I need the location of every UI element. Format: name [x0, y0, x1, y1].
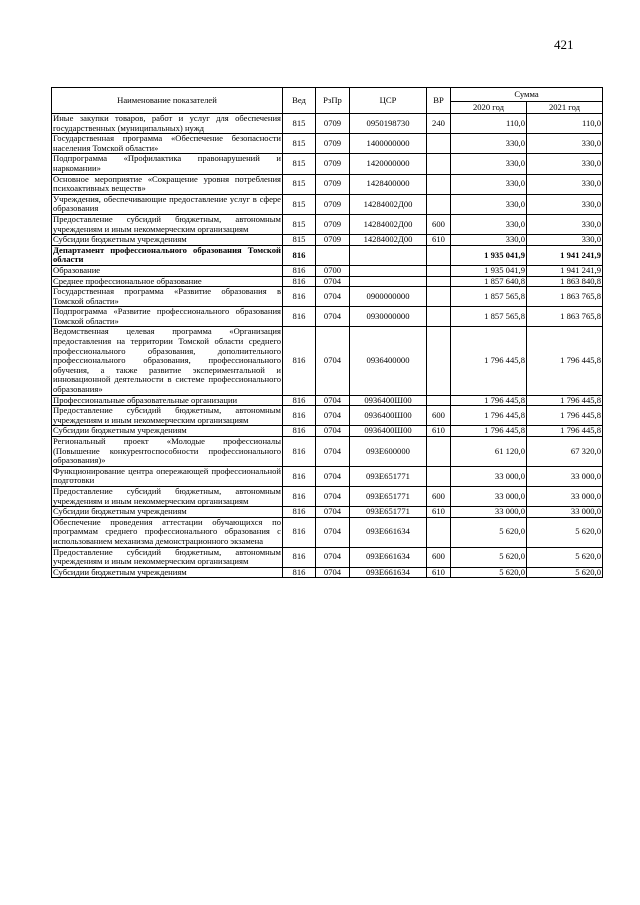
row-ved: 816	[283, 517, 316, 547]
row-amount-2021: 110,0	[527, 114, 603, 134]
row-amount-2020: 33 000,0	[451, 466, 527, 486]
row-ved: 815	[283, 174, 316, 194]
table-row	[52, 307, 603, 327]
row-vr	[427, 245, 451, 265]
table-row	[52, 174, 603, 194]
row-name: Предоставление субсидий бюджетным, автономным учреждениям и иным некоммерческим организациям	[53, 213, 281, 234]
row-csr: 093Е600000	[350, 437, 427, 467]
row-csr: 093Е661634	[350, 567, 427, 578]
row-name: Образование	[52, 265, 283, 276]
row-name: Государственная программа «Обеспечение безопасности населения Томской области»	[53, 133, 281, 153]
row-amount-2020: 1 857 565,8	[451, 287, 527, 307]
row-vr	[427, 437, 451, 467]
table-row	[52, 507, 603, 518]
row-name: Государственная программа «Развитие образования в Томской области»	[53, 286, 281, 306]
row-name: Основное мероприятие «Сокращение уровня потребления психоактивных веществ»	[53, 173, 281, 194]
row-name: Иные закупки товаров, работ и услуг для обеспечения государственных (муниципальных) нужд	[53, 113, 281, 133]
row-name: Среднее профессиональное образование	[52, 276, 283, 287]
row-rzpr: 0704	[316, 287, 350, 307]
row-rzpr: 0704	[316, 406, 350, 426]
row-csr: 0936400Ш00	[350, 395, 427, 406]
row-amount-2021: 1 796 445,8	[527, 327, 603, 395]
table-row	[52, 517, 603, 547]
row-amount-2020: 330,0	[451, 174, 527, 194]
row-amount-2021: 5 620,0	[527, 517, 603, 547]
row-name: Субсидии бюджетным учреждениям	[52, 235, 283, 246]
row-name: Региональный проект «Молодые профессионалы (Повышение конкурентоспособности профессионального образования)»	[53, 436, 281, 466]
row-name: Субсидии бюджетным учреждениям	[52, 567, 283, 578]
row-csr: 14284002Д00	[350, 194, 427, 214]
row-amount-2020: 33 000,0	[451, 486, 527, 506]
row-vr	[427, 307, 451, 327]
row-amount-2020: 5 620,0	[451, 567, 527, 578]
header-ved: Вед	[283, 88, 316, 114]
row-rzpr: 0704	[316, 567, 350, 578]
row-rzpr: 0704	[316, 517, 350, 547]
row-amount-2021: 1 863 840,8	[527, 276, 603, 287]
row-csr: 093Е651771	[350, 466, 427, 486]
table-row	[52, 567, 603, 578]
row-csr: 0936400Ш00	[350, 426, 427, 437]
row-name: Предоставление субсидий бюджетным, автономным учреждениям и иным некоммерческим организациям	[53, 485, 281, 506]
row-vr	[427, 395, 451, 406]
row-csr: 14284002Д00	[350, 214, 427, 234]
row-csr: 093Е661634	[350, 547, 427, 567]
row-rzpr: 0709	[316, 194, 350, 214]
row-csr: 0936400000	[350, 327, 427, 395]
row-vr: 600	[427, 486, 451, 506]
row-name: Учреждения, обеспечивающие предоставление услуг в сфере образования	[53, 193, 281, 214]
row-vr: 600	[427, 406, 451, 426]
row-amount-2020: 330,0	[451, 214, 527, 234]
row-amount-2021: 33 000,0	[527, 507, 603, 518]
row-vr	[427, 134, 451, 154]
row-ved: 815	[283, 214, 316, 234]
row-ved: 816	[283, 307, 316, 327]
table-row	[52, 265, 603, 276]
row-amount-2020: 110,0	[451, 114, 527, 134]
row-amount-2021: 330,0	[527, 174, 603, 194]
table-row	[52, 426, 603, 437]
row-rzpr: 0700	[316, 265, 350, 276]
table-row	[52, 114, 603, 134]
row-vr: 610	[427, 507, 451, 518]
table-row	[52, 194, 603, 214]
row-name: Предоставление субсидий бюджетным, автономным учреждениям и иным некоммерческим организациям	[53, 405, 281, 425]
row-csr: 1428400000	[350, 174, 427, 194]
row-amount-2020: 330,0	[451, 154, 527, 174]
row-ved: 815	[283, 154, 316, 174]
row-amount-2020: 1 796 445,8	[451, 426, 527, 437]
row-csr: 093Е651771	[350, 486, 427, 506]
row-vr	[427, 265, 451, 276]
row-rzpr: 0704	[316, 327, 350, 395]
table-row	[52, 466, 603, 486]
row-amount-2020: 330,0	[451, 235, 527, 246]
row-amount-2020: 1 857 565,8	[451, 307, 527, 327]
row-rzpr: 0704	[316, 426, 350, 437]
row-vr	[427, 327, 451, 395]
row-amount-2021: 33 000,0	[527, 466, 603, 486]
row-csr	[350, 265, 427, 276]
row-rzpr	[316, 245, 350, 265]
row-amount-2020: 1 796 445,8	[451, 327, 527, 395]
row-amount-2020: 1 796 445,8	[451, 406, 527, 426]
row-ved: 816	[283, 327, 316, 395]
table-row	[52, 327, 603, 395]
table-row	[52, 276, 603, 287]
row-amount-2021: 1 796 445,8	[527, 426, 603, 437]
header-rzpr: РзПр	[316, 88, 350, 114]
row-amount-2021: 1 863 765,8	[527, 307, 603, 327]
table-row	[52, 287, 603, 307]
row-vr	[427, 154, 451, 174]
row-amount-2020: 1 935 041,9	[451, 265, 527, 276]
table-row	[52, 437, 603, 467]
row-amount-2021: 1 941 241,9	[527, 245, 603, 265]
row-amount-2021: 1 796 445,8	[527, 406, 603, 426]
row-amount-2021: 330,0	[527, 194, 603, 214]
row-ved: 815	[283, 235, 316, 246]
row-ved: 816	[283, 265, 316, 276]
row-vr: 600	[427, 214, 451, 234]
row-ved: 816	[283, 547, 316, 567]
row-name: Предоставление субсидий бюджетным, автономным учреждениям и иным некоммерческим организациям	[53, 546, 281, 567]
row-csr: 1420000000	[350, 154, 427, 174]
row-ved: 815	[283, 194, 316, 214]
row-csr: 1400000000	[350, 134, 427, 154]
row-name: Подпрограмма «Развитие профессионального образования Томской области»	[53, 306, 281, 326]
row-ved: 815	[283, 134, 316, 154]
row-vr: 610	[427, 567, 451, 578]
row-rzpr: 0709	[316, 214, 350, 234]
row-ved: 816	[283, 406, 316, 426]
row-rzpr: 0704	[316, 437, 350, 467]
row-name: Субсидии бюджетным учреждениям	[52, 426, 283, 437]
table-body	[52, 114, 603, 578]
row-rzpr: 0704	[316, 507, 350, 518]
row-amount-2021: 1 941 241,9	[527, 265, 603, 276]
row-name: Субсидии бюджетным учреждениям	[52, 507, 283, 518]
row-vr	[427, 517, 451, 547]
table-row	[52, 245, 603, 265]
row-vr	[427, 194, 451, 214]
row-amount-2020: 33 000,0	[451, 507, 527, 518]
row-rzpr: 0704	[316, 466, 350, 486]
row-amount-2021: 1 796 445,8	[527, 395, 603, 406]
row-vr: 610	[427, 235, 451, 246]
row-csr: 0950198730	[350, 114, 427, 134]
row-csr: 0930000000	[350, 307, 427, 327]
row-amount-2020: 1 935 041,9	[451, 245, 527, 265]
row-csr: 0936400Ш00	[350, 406, 427, 426]
row-vr	[427, 466, 451, 486]
row-ved: 816	[283, 395, 316, 406]
row-ved: 816	[283, 287, 316, 307]
row-vr: 240	[427, 114, 451, 134]
row-name: Профессиональные образовательные организации	[52, 395, 283, 406]
row-ved: 816	[283, 426, 316, 437]
row-csr: 14284002Д00	[350, 235, 427, 246]
row-amount-2020: 330,0	[451, 194, 527, 214]
row-rzpr: 0709	[316, 235, 350, 246]
row-name: Подпрограмма «Профилактика правонарушений и наркомании»	[53, 153, 281, 173]
row-rzpr: 0704	[316, 276, 350, 287]
row-ved: 816	[283, 466, 316, 486]
row-rzpr: 0709	[316, 174, 350, 194]
row-amount-2021: 330,0	[527, 134, 603, 154]
table-row	[52, 547, 603, 567]
row-csr	[350, 276, 427, 287]
table-row	[52, 235, 603, 246]
table-row	[52, 214, 603, 234]
row-ved: 816	[283, 507, 316, 518]
table-row	[52, 486, 603, 506]
row-ved: 816	[283, 437, 316, 467]
row-amount-2020: 330,0	[451, 134, 527, 154]
row-amount-2021: 5 620,0	[527, 567, 603, 578]
row-amount-2021: 67 320,0	[527, 437, 603, 467]
row-vr	[427, 287, 451, 307]
row-ved: 816	[283, 276, 316, 287]
row-amount-2021: 330,0	[527, 154, 603, 174]
row-rzpr: 0704	[316, 307, 350, 327]
row-vr	[427, 276, 451, 287]
row-vr: 600	[427, 547, 451, 567]
row-csr: 093Е661634	[350, 517, 427, 547]
page-number: 421	[554, 37, 574, 52]
row-csr: 093Е651771	[350, 507, 427, 518]
header-csr: ЦСР	[350, 88, 427, 114]
row-amount-2021: 330,0	[527, 235, 603, 246]
row-amount-2021: 5 620,0	[527, 547, 603, 567]
row-amount-2020: 1 796 445,8	[451, 395, 527, 406]
row-csr: 0900000000	[350, 287, 427, 307]
header-year-2021: 2021 год	[527, 102, 603, 114]
row-amount-2020: 5 620,0	[451, 547, 527, 567]
row-name: Функционирование центра опережающей профессиональной подготовки	[53, 465, 281, 486]
row-amount-2020: 5 620,0	[451, 517, 527, 547]
row-ved: 816	[283, 486, 316, 506]
row-amount-2021: 33 000,0	[527, 486, 603, 506]
row-amount-2020: 1 857 640,8	[451, 276, 527, 287]
row-csr	[350, 245, 427, 265]
header-sum: Сумма	[451, 88, 603, 102]
row-name: Департамент профессионального образования Томской области	[53, 244, 281, 265]
row-ved: 816	[283, 567, 316, 578]
row-rzpr: 0709	[316, 114, 350, 134]
row-vr	[427, 174, 451, 194]
row-ved: 815	[283, 114, 316, 134]
table-row	[52, 406, 603, 426]
row-amount-2021: 330,0	[527, 214, 603, 234]
row-rzpr: 0704	[316, 486, 350, 506]
row-rzpr: 0704	[316, 395, 350, 406]
row-rzpr: 0704	[316, 547, 350, 567]
row-ved: 816	[283, 245, 316, 265]
table-row	[52, 154, 603, 174]
row-amount-2020: 61 120,0	[451, 437, 527, 467]
row-vr: 610	[427, 426, 451, 437]
header-name: Наименование показателей	[52, 88, 283, 114]
row-amount-2021: 1 863 765,8	[527, 287, 603, 307]
row-name: Обеспечение проведения аттестации обучающихся по программам среднего профессионального образования с использованием механизма демонстрационного экзамена	[53, 516, 281, 546]
budget-table	[51, 87, 603, 578]
header-year-2020: 2020 год	[451, 102, 527, 114]
row-name: Ведомственная целевая программа «Организация предоставления на территории Томской области среднего профессионального образования, дополнительного профессионального образования, профессионального обучения, а также развитие экспериментальной и инновационной деятельности в системе профессионального образования»	[53, 326, 281, 395]
row-rzpr: 0709	[316, 134, 350, 154]
row-rzpr: 0709	[316, 154, 350, 174]
table-row	[52, 395, 603, 406]
table-row	[52, 134, 603, 154]
header-vr: ВР	[427, 88, 451, 114]
